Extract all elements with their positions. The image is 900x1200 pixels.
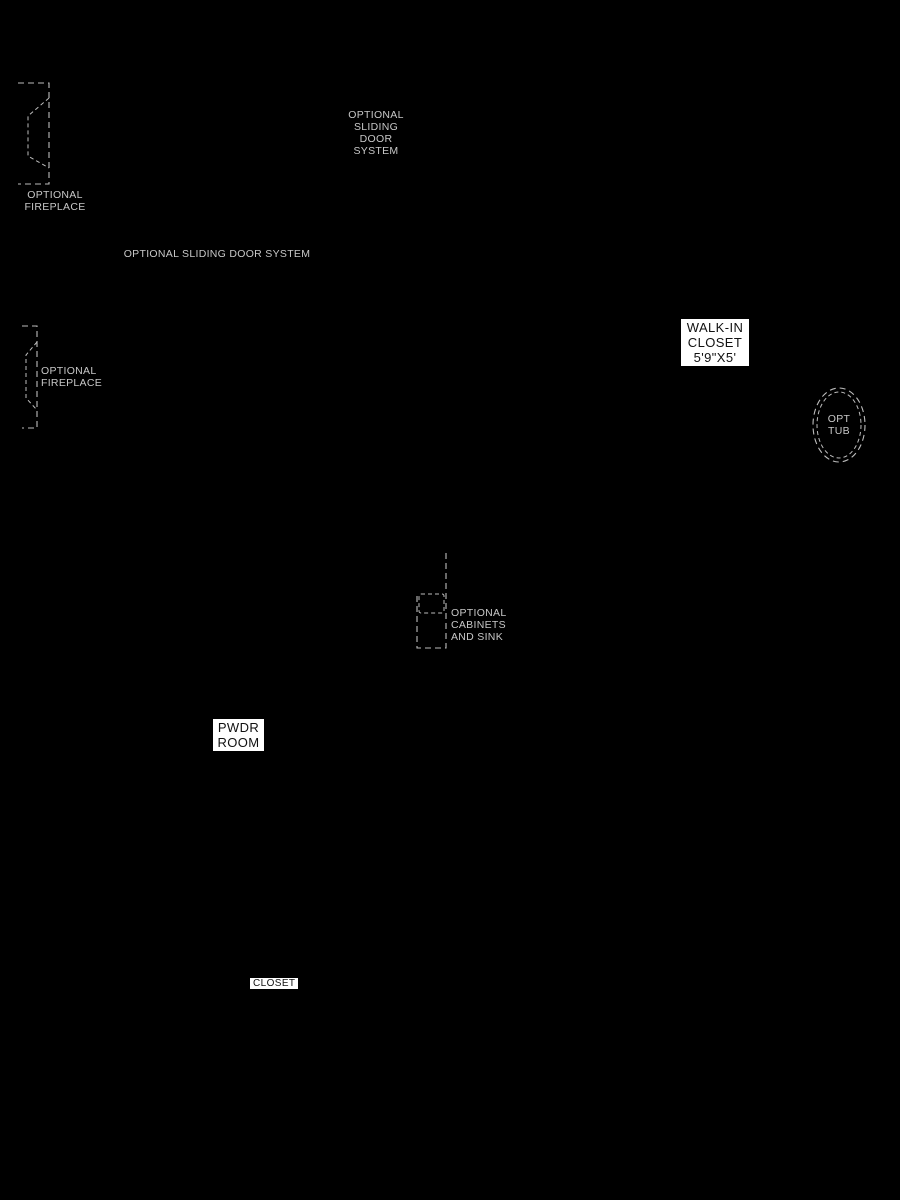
optional-sliding-door-upper-note: OPTIONAL SLIDING DOOR SYSTEM (348, 109, 404, 157)
powder-room-label: PWDR ROOM (213, 719, 264, 751)
closet-label: CLOSET (250, 978, 298, 989)
optional-fireplace-top-outline (18, 83, 49, 184)
optional-fireplace-mid-outline (22, 326, 37, 428)
walk-in-closet-label: WALK-IN CLOSET 5'9"X5' (681, 319, 749, 366)
optional-tub-note: OPT TUB (827, 413, 851, 437)
optional-cabinets-sink-outline (417, 553, 446, 648)
optional-sliding-door-long-note: OPTIONAL SLIDING DOOR SYSTEM (123, 248, 311, 260)
optional-fireplace-top-note: OPTIONAL FIREPLACE (24, 189, 86, 213)
optional-cabinets-sink-note: OPTIONAL CABINETS AND SINK (451, 607, 507, 643)
optional-fireplace-mid-note: OPTIONAL FIREPLACE (41, 365, 103, 389)
